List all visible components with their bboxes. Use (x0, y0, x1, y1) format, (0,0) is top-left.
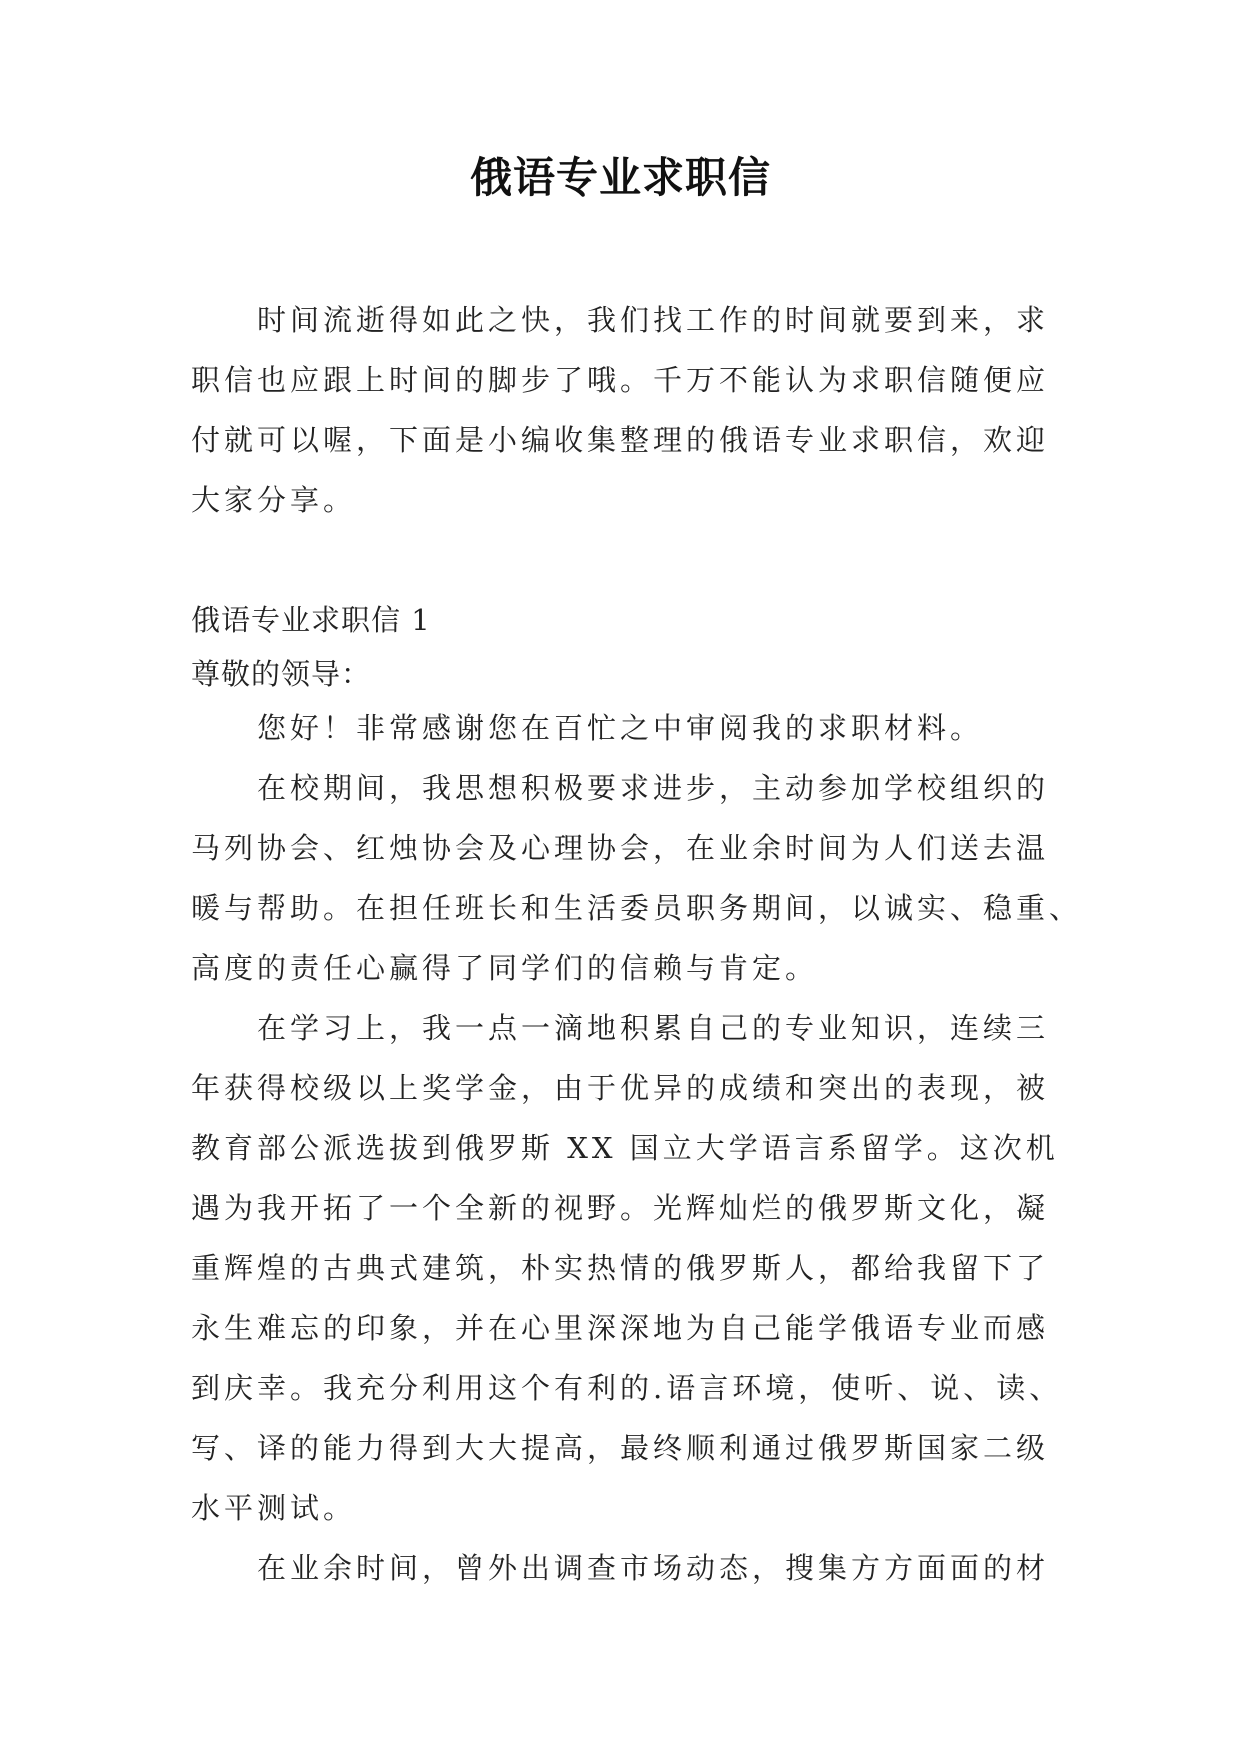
document-body (191, 290, 1083, 1598)
intro-line: 大家分享。 (191, 483, 357, 517)
section-heading: 俄语专业求职信 1 (191, 603, 431, 637)
paragraph-gap (191, 530, 1053, 590)
greeting: 您好！非常感谢您在百忙之中审阅我的求职材料。 (257, 711, 984, 745)
intro-line: 时间流逝得如此之快，我们找工作的时间就要到来，求 (257, 303, 1050, 337)
paragraph2-line: 教育部公派选拔到俄罗斯 XX 国立大学语言系留学。这次机 (191, 1131, 1059, 1165)
paragraph2-line: 永生难忘的印象，并在心里深深地为自己能学俄语专业而感 (191, 1311, 1050, 1345)
paragraph3-line: 在业余时间，曾外出调查市场动态，搜集方方面面的材 (257, 1551, 1050, 1585)
paragraph2-line: 重辉煌的古典式建筑，朴实热情的俄罗斯人，都给我留下了 (191, 1251, 1050, 1285)
paragraph2-line: 水平测试。 (191, 1491, 357, 1525)
paragraph2-line: 在学习上，我一点一滴地积累自己的专业知识，连续三 (257, 1011, 1050, 1045)
document-title: 俄语专业求职信 (469, 153, 771, 202)
paragraph2-line: 年获得校级以上奖学金，由于优异的成绩和突出的表现，被 (191, 1071, 1050, 1105)
paragraph2-line: 遇为我开拓了一个全新的视野。光辉灿烂的俄罗斯文化，凝 (191, 1191, 1050, 1225)
intro-line: 付就可以喔，下面是小编收集整理的俄语专业求职信，欢迎 (191, 423, 1050, 457)
paragraph1-line: 暖与帮助。在担任班长和生活委员职务期间，以诚实、稳重、 (191, 891, 1083, 925)
paragraph2-line: 到庆幸。我充分利用这个有利的.语言环境，使听、说、读、 (191, 1371, 1063, 1405)
paragraph1-line: 马列协会、红烛协会及心理协会，在业余时间为人们送去温 (191, 831, 1050, 865)
paragraph2-line: 写、译的能力得到大大提高，最终顺利通过俄罗斯国家二级 (191, 1431, 1050, 1465)
intro-line: 职信也应跟上时间的脚步了哦。千万不能认为求职信随便应 (191, 363, 1050, 397)
paragraph1-line: 在校期间，我思想积极要求进步，主动参加学校组织的 (257, 771, 1050, 805)
paragraph1-line: 高度的责任心赢得了同学们的信赖与肯定。 (191, 951, 819, 985)
salutation: 尊敬的领导： (191, 657, 372, 691)
